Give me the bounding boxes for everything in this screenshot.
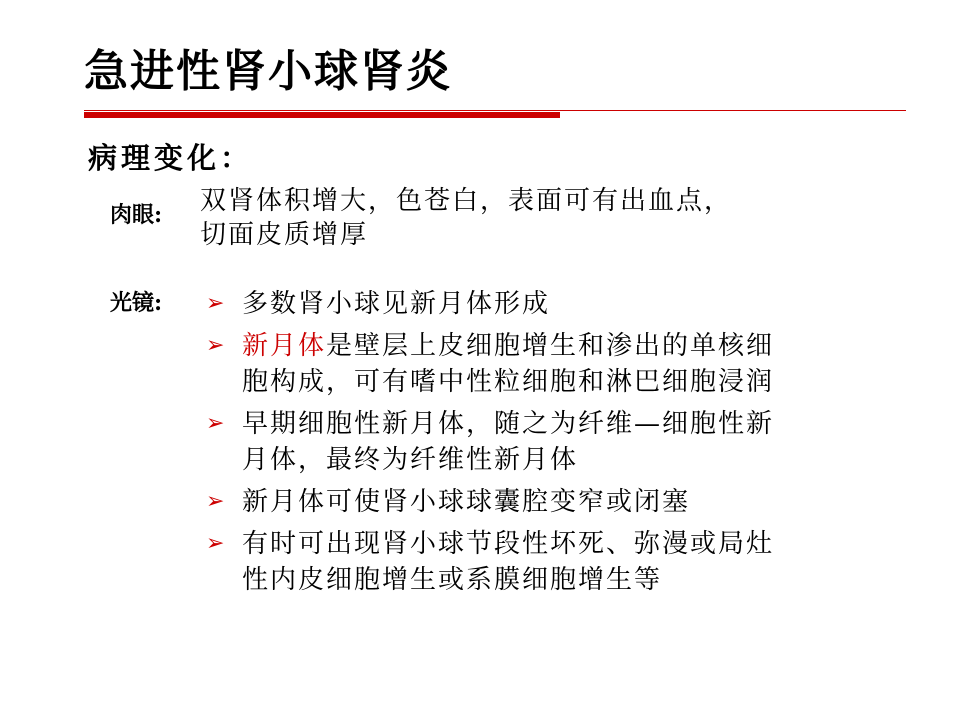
bullet-text (242, 328, 774, 400)
bullet-line: 早期细胞性新月体，随之为纤维—细胞性新 (242, 409, 775, 439)
bullet-text (242, 286, 550, 322)
highlighted-term: 新月体 (242, 331, 327, 361)
gross-line-2: 切面皮质增厚 (200, 220, 369, 250)
bullet-line: 胞构成，可有嗜中性粒细胞和淋巴细胞浸润 (242, 367, 775, 397)
arrowhead-bullet-icon: ➢ (206, 411, 227, 436)
bullet-line: 新月体可使肾小球球囊腔变窄或闭塞 (242, 487, 691, 517)
bullet-item (206, 526, 774, 598)
bullet-item (206, 406, 774, 478)
bullet-item (206, 328, 774, 400)
arrowhead-bullet-icon: ➢ (206, 531, 227, 556)
bullet-line: 月体，最终为纤维性新月体 (242, 445, 579, 475)
bullet-line: 有时可出现肾小球节段性坏死、弥漫或局灶 (242, 529, 775, 559)
section-heading: 病理变化： (88, 141, 254, 175)
microscopic-bullet-list (206, 286, 774, 604)
microscopic-label: 光镜: (110, 290, 163, 316)
bullet-item (206, 286, 774, 322)
slide-title: 急进性肾小球肾炎 (84, 46, 452, 97)
bullet-line-rest: 是壁层上皮细胞增生和渗出的单核细 (326, 331, 775, 361)
arrowhead-bullet-icon: ➢ (206, 291, 227, 316)
bullet-text (242, 526, 774, 598)
gross-line-1: 双肾体积增大，色苍白，表面可有出血点， (200, 186, 733, 216)
title-underline-thick (84, 112, 560, 118)
bullet-line: 多数肾小球见新月体形成 (242, 289, 551, 319)
gross-label: 肉眼: (110, 202, 163, 228)
gross-description (200, 184, 732, 252)
bullet-text (242, 484, 690, 520)
arrowhead-bullet-icon: ➢ (206, 489, 227, 514)
arrowhead-bullet-icon: ➢ (206, 333, 227, 358)
title-underline-thin (84, 110, 906, 111)
bullet-text (242, 406, 774, 478)
bullet-line: 性内皮细胞增生或系膜细胞增生等 (242, 565, 663, 595)
bullet-line (242, 328, 774, 364)
bullet-item (206, 484, 774, 520)
